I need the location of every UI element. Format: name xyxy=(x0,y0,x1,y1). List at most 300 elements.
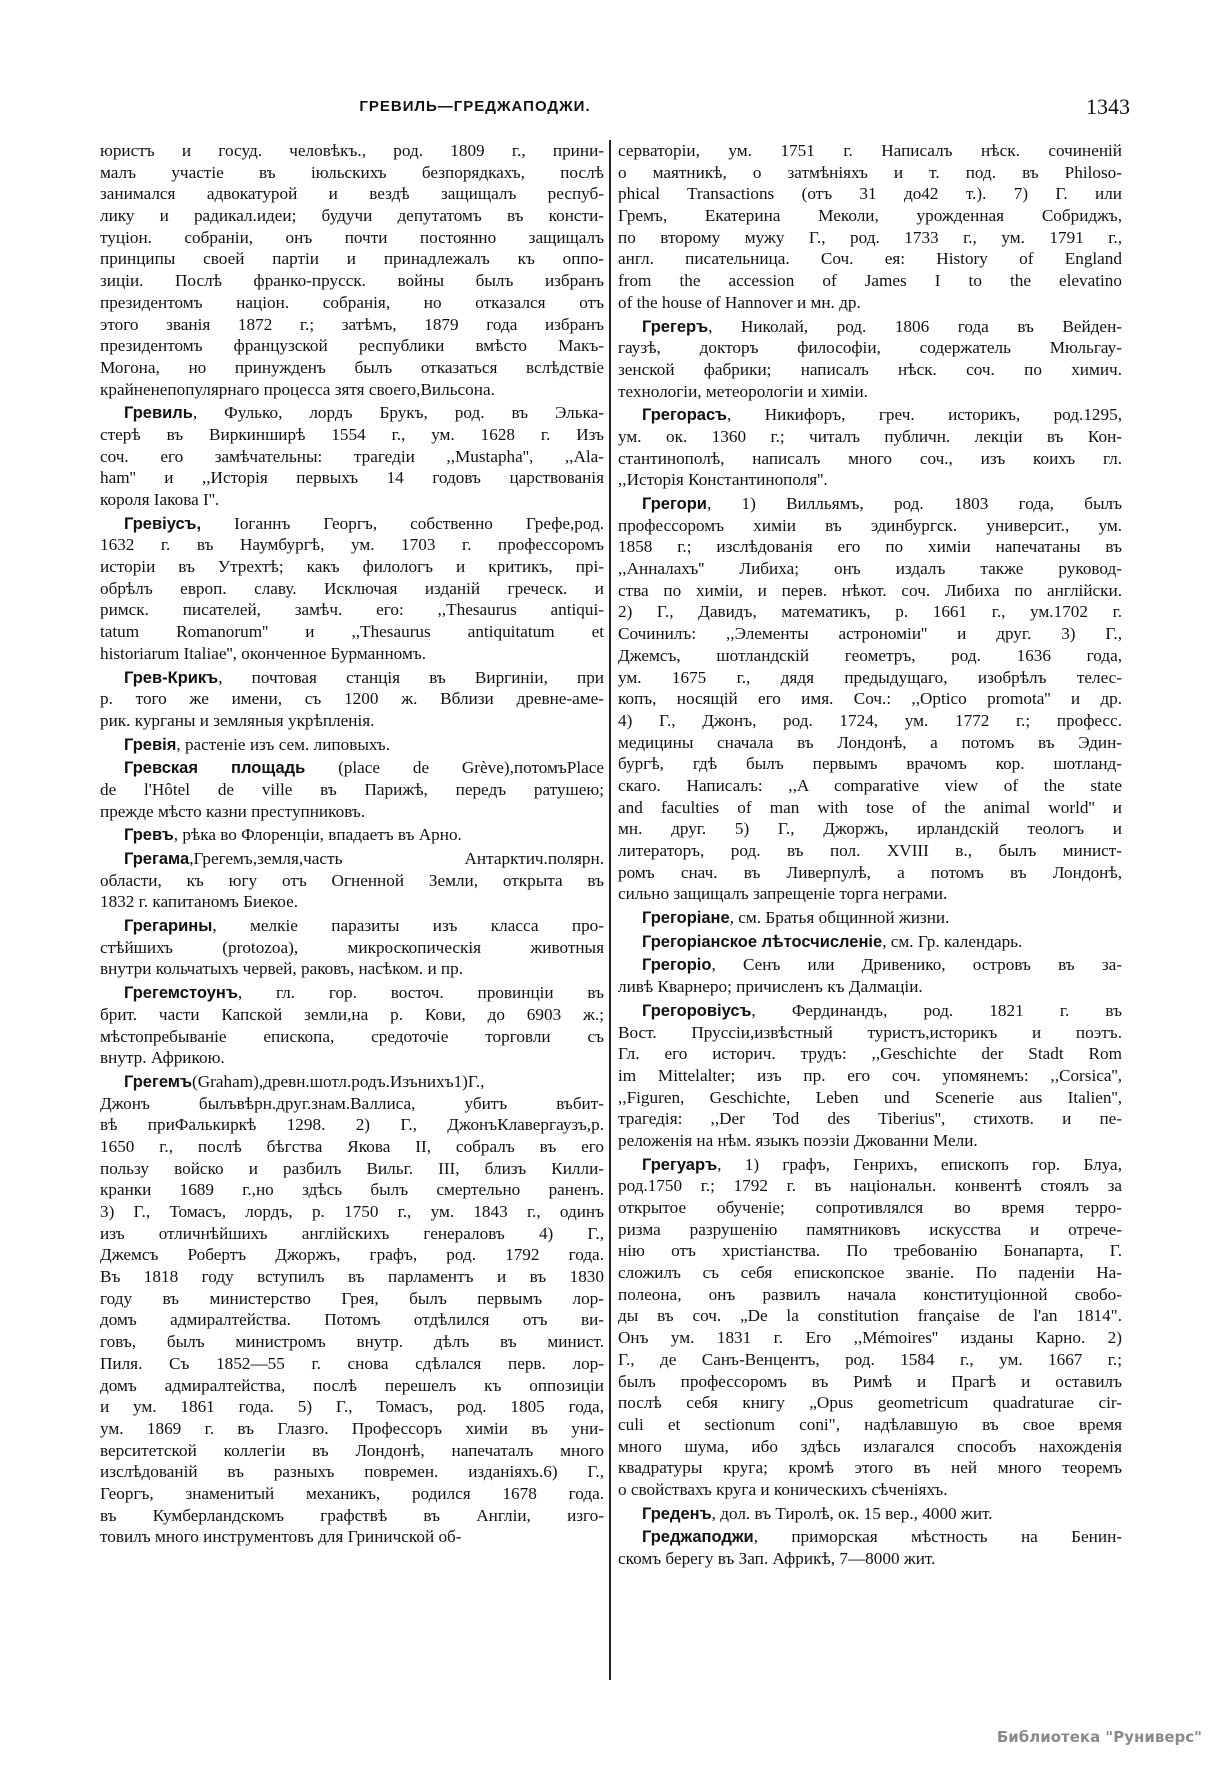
entry-headword: Грегеръ xyxy=(642,317,709,336)
text-line xyxy=(100,982,604,1004)
dictionary-entry xyxy=(100,667,604,732)
line-text: мѣстопребываніе епископа, средоточіе торговли съ xyxy=(100,1026,604,1046)
entry-headword: Грегоріо xyxy=(642,956,712,975)
text-line xyxy=(618,1000,1122,1022)
line-text: стерѣ въ Виркинширѣ 1554 г., ум. 1628 г. Изъ xyxy=(100,424,604,444)
text-line xyxy=(100,1353,604,1375)
text-line xyxy=(100,489,604,511)
text-line xyxy=(100,1093,604,1115)
text-line xyxy=(618,1305,1122,1327)
line-text: 3) Г., Томасъ, лордъ, р. 1750 г., ум. 1843 г., одинъ xyxy=(100,1202,604,1221)
entry-headword: Грегуаръ xyxy=(642,1155,718,1174)
line-text: кранки 1689 г.,но здѣсь былъ смертельно раненъ. xyxy=(100,1180,604,1200)
line-text: , Никифоръ, греч. историкъ, род.1295, xyxy=(726,405,1122,425)
text-line xyxy=(618,1457,1122,1479)
text-line xyxy=(100,891,604,913)
text-line xyxy=(618,840,1122,862)
dictionary-entry xyxy=(618,1526,1122,1569)
line-text: по второму мужу Г., род. 1733 г., ум. 1791 г., xyxy=(618,227,1122,247)
entry-headword: Грегори xyxy=(642,495,707,513)
entry-headword: Грегоріане xyxy=(642,909,730,928)
line-text: culi et sectionum coni", надѣлавшую въ свое время xyxy=(618,1414,1122,1434)
dictionary-entry xyxy=(100,513,604,665)
line-text: римск. писателей, замѣч. его: ,,Thesaurus antiqui- xyxy=(100,600,604,620)
entry-headword: Грегорасъ xyxy=(642,406,727,425)
text-line xyxy=(618,775,1122,797)
line-text: о маятникѣ, о затмѣніяхъ и т. под. въ Philoso- xyxy=(618,162,1122,182)
text-line xyxy=(100,779,604,801)
text-line xyxy=(100,1158,604,1180)
line-text: послѣ себя книгу „Opus geometricum quadraturae cir- xyxy=(618,1393,1122,1413)
entry-headword: Грев-Крикъ xyxy=(124,668,219,687)
text-line xyxy=(100,1375,604,1397)
text-line xyxy=(618,1436,1122,1458)
text-line xyxy=(618,162,1122,184)
entry-headword: Гревіусъ, xyxy=(124,514,202,533)
line-text: , почтовая станція въ Виргиніи, при xyxy=(218,667,604,687)
text-line xyxy=(618,1240,1122,1262)
line-text: Джонъ былъвѣрн.друг.знам.Валлиса, убитъ въбит- xyxy=(100,1093,604,1113)
line-text: Г., де Санъ-Венцентъ, род. 1584 г., ум. 1667 г.; xyxy=(618,1349,1122,1369)
text-line xyxy=(100,801,604,823)
line-text: ум. 1869 г. въ Глазго. Профессоръ химіи въ уни- xyxy=(100,1418,604,1438)
text-line xyxy=(100,513,604,535)
text-line xyxy=(618,1392,1122,1414)
text-line xyxy=(100,1026,604,1048)
line-text: ризма разрушенію памятниковъ искусства и отрече- xyxy=(618,1219,1122,1239)
line-text: ,,Анналахъ'' Либиха; онъ издалъ также руковод- xyxy=(618,559,1122,579)
text-line xyxy=(100,556,604,578)
line-text: стѣйшихъ (protozoa), микроскопическія животныя xyxy=(100,937,604,957)
line-text: Джемсъ Робертъ Джоржъ, графъ, род. 1792 года. xyxy=(100,1245,604,1265)
text-line xyxy=(100,140,604,162)
line-text: внутр. Африкою. xyxy=(100,1048,225,1068)
text-line xyxy=(100,1288,604,1310)
text-line xyxy=(100,870,604,892)
line-text: historiarum Italiae'', оконченное Бурманномъ. xyxy=(100,643,426,663)
entry-headword: Грегарины xyxy=(124,917,213,936)
line-text: Онъ ум. 1831 г. Его ,,Mémoires'' изданы Карно. 2) xyxy=(618,1328,1122,1348)
line-text: , гл. гор. восточ. провинціи въ xyxy=(237,983,604,1003)
text-line xyxy=(100,1047,604,1069)
text-line xyxy=(618,883,1122,905)
text-line xyxy=(100,205,604,227)
text-line xyxy=(100,1331,604,1353)
text-line xyxy=(618,183,1122,205)
text-line xyxy=(100,248,604,270)
entry-headword: Грегама xyxy=(124,850,190,868)
text-line xyxy=(618,623,1122,645)
text-line xyxy=(618,1349,1122,1371)
line-text: 2) Г., Давидъ, математикъ, р. 1661 г., ум.1702 г. xyxy=(618,602,1122,622)
line-text: домъ адмиралтейства, послѣ перешелъ къ оппозиціи xyxy=(100,1375,604,1395)
line-text: ,,Figuren, Geschichte, Leben und Scenerie aus Italien'', xyxy=(618,1087,1122,1107)
column-divider xyxy=(609,140,611,1680)
text-line xyxy=(618,248,1122,270)
line-text: мн. друг. 5) Г., Джоржъ, ирландскій теологъ и xyxy=(618,819,1122,839)
line-text: профессоромъ химіи въ эдинбургск. университ., ум. xyxy=(618,515,1122,535)
dictionary-entry xyxy=(618,493,1122,905)
text-line xyxy=(618,797,1122,819)
text-line xyxy=(618,1219,1122,1241)
text-line xyxy=(100,467,604,489)
line-text: говъ, былъ министромъ внутр. дѣлъ въ минист. xyxy=(100,1332,604,1352)
text-line xyxy=(618,954,1122,976)
line-text: англ. писательница. Соч. ея: History of England xyxy=(618,249,1122,269)
text-line xyxy=(100,578,604,600)
left-column xyxy=(100,140,604,1550)
line-text: технологіи, метеорологіи и химіи. xyxy=(618,381,868,401)
line-text: im Mittelalter; изъ пр. его соч. упомянемъ: ,,Corsica'', xyxy=(618,1065,1122,1085)
line-text: изслѣдованій въ разныхъ повремен. изданіяхъ.6) Г., xyxy=(100,1462,604,1482)
text-line xyxy=(100,1526,604,1548)
text-line xyxy=(100,824,604,846)
line-text: 1650 г., послѣ бѣгства Якова II, собралъ въ его xyxy=(100,1136,604,1156)
text-line xyxy=(100,292,604,314)
text-line xyxy=(618,270,1122,292)
text-line xyxy=(618,493,1122,515)
text-line xyxy=(618,426,1122,448)
line-text: области, къ югу отъ Огненной Земли, открыта въ xyxy=(100,870,604,890)
text-line xyxy=(100,848,604,870)
line-text: , 1) Вилльямъ, род. 1803 года, былъ xyxy=(706,494,1122,513)
line-text: медицины сначала въ Лондонѣ, а потомъ въ Эдин- xyxy=(618,732,1122,752)
text-line xyxy=(100,915,604,937)
text-line xyxy=(618,667,1122,689)
line-text: ства по химіи, и перев. нѣкот. соч. Либиха по англійски. xyxy=(618,580,1122,600)
line-text: квадратуры круга; кромѣ этого въ ней много теоремъ xyxy=(618,1458,1122,1478)
line-text: , см. Гр. календарь. xyxy=(882,931,1023,951)
line-text: , растеніе изъ сем. липовыхъ. xyxy=(176,734,390,754)
text-line xyxy=(618,1043,1122,1065)
line-text: ды въ соч. „De la constitution française de l'an 1814". xyxy=(618,1306,1122,1326)
text-line xyxy=(100,402,604,424)
dictionary-entry xyxy=(100,915,604,980)
text-line xyxy=(100,1505,604,1527)
dictionary-entry xyxy=(100,824,604,846)
line-text: литераторъ, род. въ пол. XVIII в., былъ минист- xyxy=(618,841,1122,860)
text-line xyxy=(100,270,604,292)
line-text: внутри кольчатыхъ червей, раковъ, насѣком. и пр. xyxy=(100,959,464,979)
text-line xyxy=(100,1201,604,1223)
entry-continuation xyxy=(100,140,604,400)
dictionary-entry xyxy=(100,757,604,822)
entry-headword: Гревъ xyxy=(124,826,174,845)
text-line xyxy=(100,1461,604,1483)
text-line xyxy=(618,337,1122,359)
line-text: былъ профессоромъ въ Римѣ и Прагѣ и оставилъ xyxy=(618,1371,1122,1391)
line-text: зиціи. Послѣ франко-прусск. войны былъ избранъ xyxy=(100,271,604,291)
text-line xyxy=(618,404,1122,426)
line-text: , Николай, род. 1806 года въ Вейден- xyxy=(708,316,1122,336)
line-text: Джемсъ, шотландскій геометръ, род. 1636 года, xyxy=(618,645,1122,665)
line-text: ,,Исторія Константинополя''. xyxy=(618,470,828,490)
library-watermark: Библиотека "Руниверс" xyxy=(996,1728,1202,1746)
text-line xyxy=(618,1262,1122,1284)
line-text: брит. части Капской земли,на р. Кови, до 6903 ж.; xyxy=(100,1004,604,1024)
line-text: крайненепопулярнаго процесса зятя своего,Вильсона. xyxy=(100,379,495,399)
line-text: Гл. его историч. трудъ: ,,Geschichte der Stadt Rom xyxy=(618,1044,1122,1064)
text-line xyxy=(100,1266,604,1288)
line-text: , Фулько, лордъ Брукъ, род. въ Элька- xyxy=(192,403,604,423)
line-text: род.1750 г.; 1792 г. въ національн. конвентѣ стоялъ за xyxy=(618,1176,1122,1196)
text-line xyxy=(618,601,1122,623)
text-line xyxy=(100,1396,604,1418)
text-line xyxy=(618,862,1122,884)
line-text: Георгъ, знаменитый механикъ, родился 1678 года. xyxy=(100,1483,604,1503)
line-text: копъ, носящій его имя. Соч.: ,,Optico promota'' и др. xyxy=(618,689,1122,709)
line-text: стантинополѣ, написалъ много соч., изъ коихъ гл. xyxy=(618,448,1122,468)
text-line xyxy=(618,469,1122,491)
line-text: Вост. Пруссіи,извѣстный туристъ,историкъ и поэтъ. xyxy=(618,1022,1122,1042)
line-text: Въ 1818 году вступилъ въ парламентъ и въ 1830 xyxy=(100,1267,604,1287)
entry-headword: Греденъ xyxy=(642,1504,712,1523)
text-line xyxy=(618,1154,1122,1176)
entry-headword: Гревія xyxy=(124,735,177,754)
text-line xyxy=(100,643,604,665)
text-line xyxy=(618,558,1122,580)
line-text: рик. курганы и земляныя укрѣпленія. xyxy=(100,710,375,730)
text-line xyxy=(100,534,604,556)
line-text: и ум. 1861 года. 5) Г., Томасъ, род. 1805 года, xyxy=(100,1397,604,1417)
dictionary-entry xyxy=(618,1154,1122,1501)
entry-headword: Грегемъ xyxy=(124,1072,193,1091)
line-text: tatum Romanorum'' и ,,Thesaurus antiquitatum et xyxy=(100,622,604,642)
line-text: phical Transactions (отъ 31 до42 т.). 7) Г. или xyxy=(618,184,1122,204)
line-text: ,Грегемъ,земля,часть Антарктич.полярн. xyxy=(189,849,604,868)
text-line xyxy=(100,688,604,710)
line-text: исторіи въ Утрехтѣ; какъ филологъ и критикъ, прі- xyxy=(100,557,604,577)
text-line xyxy=(618,688,1122,710)
text-line xyxy=(100,1244,604,1266)
line-text: and faculties of man with tose of the animal world'' и xyxy=(618,797,1122,817)
line-text: Сочинилъ: ,,Элементы астрономіи'' и друг. 3) Г., xyxy=(618,624,1122,644)
entry-headword: Гревиль xyxy=(124,404,193,423)
text-line xyxy=(618,381,1122,403)
line-text: полеона, онъ развилъ начала конституціонной свобо- xyxy=(618,1284,1122,1304)
line-text: обрѣлъ европ. славу. Исключая изданій греческ. и xyxy=(100,578,604,598)
line-text: этого званія 1872 г.; затѣмъ, 1879 года избранъ xyxy=(100,314,604,334)
text-line xyxy=(100,1309,604,1331)
line-text: малъ участіе въ іюльскихъ безпорядкахъ, послѣ xyxy=(100,162,604,182)
line-text: нію отъ христіанства. По требованію Бонапарта, Г. xyxy=(618,1241,1122,1261)
line-text: Пиля. Съ 1852—55 г. снова сдѣлался перв. лор- xyxy=(100,1353,604,1373)
text-line xyxy=(100,621,604,643)
line-text: трагедія: ,,Der Tod des Tiberius'', стихотв. и пе- xyxy=(618,1109,1122,1129)
line-text: лику и радикал.идеи; будучи депутатомъ въ консти- xyxy=(100,206,604,226)
dictionary-entry xyxy=(618,954,1122,997)
line-text: ромъ снач. въ Ливерпулѣ, а потомъ въ Лондонѣ, xyxy=(618,862,1122,882)
line-text: , Сенъ или Дривенико, островъ въ за- xyxy=(711,955,1122,975)
line-text: прежде мѣсто казни преступниковъ. xyxy=(100,801,366,821)
text-line xyxy=(618,140,1122,162)
text-line xyxy=(618,227,1122,249)
dictionary-entry xyxy=(618,1000,1122,1152)
line-text: бургѣ, гдѣ былъ первымъ врачомъ кор. шотланд- xyxy=(618,754,1122,774)
right-column xyxy=(618,140,1122,1572)
dictionary-entry xyxy=(618,931,1122,953)
entry-headword: Грегоровіусъ xyxy=(642,1001,752,1020)
text-line xyxy=(618,645,1122,667)
line-text: Могона, но принужденъ былъ отказаться вслѣдствіе xyxy=(100,357,604,377)
text-line xyxy=(100,710,604,732)
text-line xyxy=(100,667,604,689)
text-line xyxy=(618,515,1122,537)
line-text: соч. его замѣчательны: трагедіи ,,Mustapha'', ,,Ala- xyxy=(100,446,604,466)
text-line xyxy=(618,1197,1122,1219)
line-text: 1832 г. капитаномъ Биекое. xyxy=(100,892,299,912)
text-line xyxy=(618,907,1122,929)
line-text: , мелкіе паразиты изъ класса про- xyxy=(212,916,604,936)
text-line xyxy=(100,1004,604,1026)
entry-continuation xyxy=(618,140,1122,314)
line-text: , Фердинандъ, род. 1821 г. въ xyxy=(751,1000,1122,1020)
text-line xyxy=(100,1483,604,1505)
page-number: 1343 xyxy=(1086,94,1130,119)
text-line xyxy=(100,183,604,205)
text-line xyxy=(100,937,604,959)
text-line xyxy=(618,1065,1122,1087)
line-text: вѣ приФалькиркѣ 1298. 2) Г., ДжонъКлавергаузъ,р. xyxy=(100,1115,604,1135)
text-line xyxy=(618,1371,1122,1393)
line-text: изъ отличнѣйшихъ англійскихъ генераловъ 4) Г., xyxy=(100,1223,604,1243)
text-line xyxy=(618,1503,1122,1525)
dictionary-entry xyxy=(618,404,1122,491)
line-text: сложилъ съ себя епископское званіе. По паденіи На- xyxy=(618,1263,1122,1283)
line-text: , рѣка во Флоренціи, впадаетъ въ Арно. xyxy=(173,825,462,845)
text-line xyxy=(100,734,604,756)
line-text: туціон. собраніи, онъ почти постоянно защищалъ xyxy=(100,227,604,247)
text-line xyxy=(100,1418,604,1440)
line-text: ум. 1675 г., дядя предыдущаго, изобрѣлъ телес- xyxy=(618,667,1122,687)
line-text: р. того же имени, съ 1200 ж. Вблизи древне-аме- xyxy=(100,689,604,709)
text-line xyxy=(618,1175,1122,1197)
line-text: 1858 г.; изслѣдованія его по химіи напечатаны въ xyxy=(618,537,1122,557)
text-line xyxy=(100,162,604,184)
dictionary-entry xyxy=(618,1503,1122,1525)
line-text: сильно защищалъ запрещеніе торга неграми. xyxy=(618,884,948,904)
dictionary-entry xyxy=(618,316,1122,403)
text-line xyxy=(100,446,604,468)
text-line xyxy=(618,1327,1122,1349)
dictionary-entry xyxy=(100,848,604,913)
line-text: Гремъ, Екатерина Меколи, урожденная Собриджъ, xyxy=(618,206,1122,226)
text-line xyxy=(618,818,1122,840)
line-text: ливѣ Кварнеро; причисленъ къ Далмаціи. xyxy=(618,977,923,997)
text-line xyxy=(100,379,604,401)
entry-headword: Греджаподжи xyxy=(642,1528,754,1547)
line-text: въ Кумберландскомъ графствѣ въ Англіи, изго- xyxy=(100,1505,604,1525)
text-line xyxy=(618,1130,1122,1152)
text-line xyxy=(618,710,1122,732)
line-text: серваторіи, ум. 1751 г. Написалъ нѣск. сочиненій xyxy=(618,141,1122,160)
line-text: пользу войско и разбилъ Вильг. III, близъ Килли- xyxy=(100,1158,604,1178)
line-text: юристъ и госуд. человѣкъ., род. 1809 г., прини- xyxy=(100,141,604,160)
text-line xyxy=(618,1284,1122,1306)
text-line xyxy=(100,958,604,980)
dictionary-entry xyxy=(100,402,604,510)
line-text: скомъ берегу въ Зап. Африкѣ, 7—8000 жит. xyxy=(618,1549,936,1568)
line-text: , 1) графъ, Генрихъ, епископъ гор. Блуа, xyxy=(717,1154,1122,1174)
line-text: скаго. Написалъ: ,,A comparative view of the state xyxy=(618,775,1122,795)
text-line xyxy=(618,292,1122,314)
entry-headword: Гревская площадь xyxy=(124,759,306,778)
line-text: домъ адмиралтейства. Потомъ отдѣлился отъ ви- xyxy=(100,1310,604,1330)
line-text: много шума, ибо здѣсь излагался способъ нахожденія xyxy=(618,1436,1122,1456)
text-line xyxy=(100,599,604,621)
text-line xyxy=(618,1108,1122,1130)
dictionary-entry xyxy=(100,1071,604,1548)
text-line xyxy=(618,1479,1122,1501)
line-text: зенской фабрики; написалъ нѣск. соч. по химич. xyxy=(618,359,1122,379)
text-line xyxy=(100,1071,604,1093)
text-line xyxy=(618,580,1122,602)
dictionary-entry xyxy=(100,734,604,756)
text-line xyxy=(100,757,604,779)
dictionary-entry xyxy=(100,982,604,1069)
line-text: ham'' и ,,Исторія первыхъ 14 годовъ царствованія xyxy=(100,468,604,488)
text-line xyxy=(618,931,1122,953)
text-line xyxy=(618,1022,1122,1044)
text-line xyxy=(100,335,604,357)
line-text: товилъ много инструментовъ для Гриничской об- xyxy=(100,1527,462,1547)
text-line xyxy=(100,357,604,379)
line-text: , приморская мѣстность на Бенин- xyxy=(753,1527,1122,1547)
text-line xyxy=(618,1548,1122,1570)
line-text: короля Іакова I''. xyxy=(100,490,220,509)
text-line xyxy=(100,1179,604,1201)
line-text: открытое обученіе; сопротивлялся во время терро- xyxy=(618,1198,1122,1217)
text-line xyxy=(618,316,1122,338)
text-line xyxy=(618,753,1122,775)
line-text: президентомъ націон. собранія, но отказался отъ xyxy=(100,292,604,312)
line-text: (Graham),древн.шотл.родъ.Изъниxъ1)Г., xyxy=(192,1071,485,1091)
text-line xyxy=(618,448,1122,470)
text-line xyxy=(100,314,604,336)
line-text: занимался адвокатурой и вездѣ защищалъ респуб- xyxy=(100,184,604,204)
text-line xyxy=(618,732,1122,754)
line-text: ум. ок. 1360 г.; читалъ публичн. лекціи въ Кон- xyxy=(618,426,1122,446)
line-text: году въ министерство Грея, былъ первымъ лор- xyxy=(100,1288,604,1308)
text-line xyxy=(100,227,604,249)
text-line xyxy=(618,536,1122,558)
line-text: (place de Grève),потомъPlace xyxy=(305,758,605,778)
entry-headword: Грегемстоунъ xyxy=(124,984,238,1003)
line-text: о свойствахъ круга и коническихъ сѣченіяхъ. xyxy=(618,1479,948,1499)
line-text: , дол. въ Тиролѣ, ок. 15 вер., 4000 жит. xyxy=(711,1503,993,1523)
text-line xyxy=(100,1136,604,1158)
text-line xyxy=(100,1114,604,1136)
text-line xyxy=(100,1440,604,1462)
line-text: 4) Г., Джонъ, род. 1724, ум. 1772 г.; професс. xyxy=(618,710,1122,730)
text-line xyxy=(618,1526,1122,1548)
line-text: of the house of Hannover и мн. др. xyxy=(618,292,861,312)
text-line xyxy=(618,205,1122,227)
line-text: принципы своей партіи и принадлежалъ къ оппо- xyxy=(100,249,604,269)
line-text: 1632 г. въ Наумбургѣ, ум. 1703 г. профессоромъ xyxy=(100,535,604,555)
text-line xyxy=(100,424,604,446)
line-text: Іоганнъ Георгъ, собственно Грефе,род. xyxy=(201,513,604,533)
line-text: de l'Hôtel de ville въ Парижѣ, передъ ратушею; xyxy=(100,779,604,799)
text-line xyxy=(618,976,1122,998)
text-line xyxy=(618,359,1122,381)
line-text: реложенія на нѣм. языкъ поэзіи Джованни Мели. xyxy=(618,1130,978,1150)
text-line xyxy=(618,1414,1122,1436)
dictionary-entry xyxy=(618,907,1122,929)
entry-headword: Грегоріанское лѣтосчисленіе xyxy=(642,932,883,951)
line-text: , см. Братья общинной жизни. xyxy=(729,908,950,928)
line-text: from the accession of James I to the elevatino xyxy=(618,271,1122,291)
